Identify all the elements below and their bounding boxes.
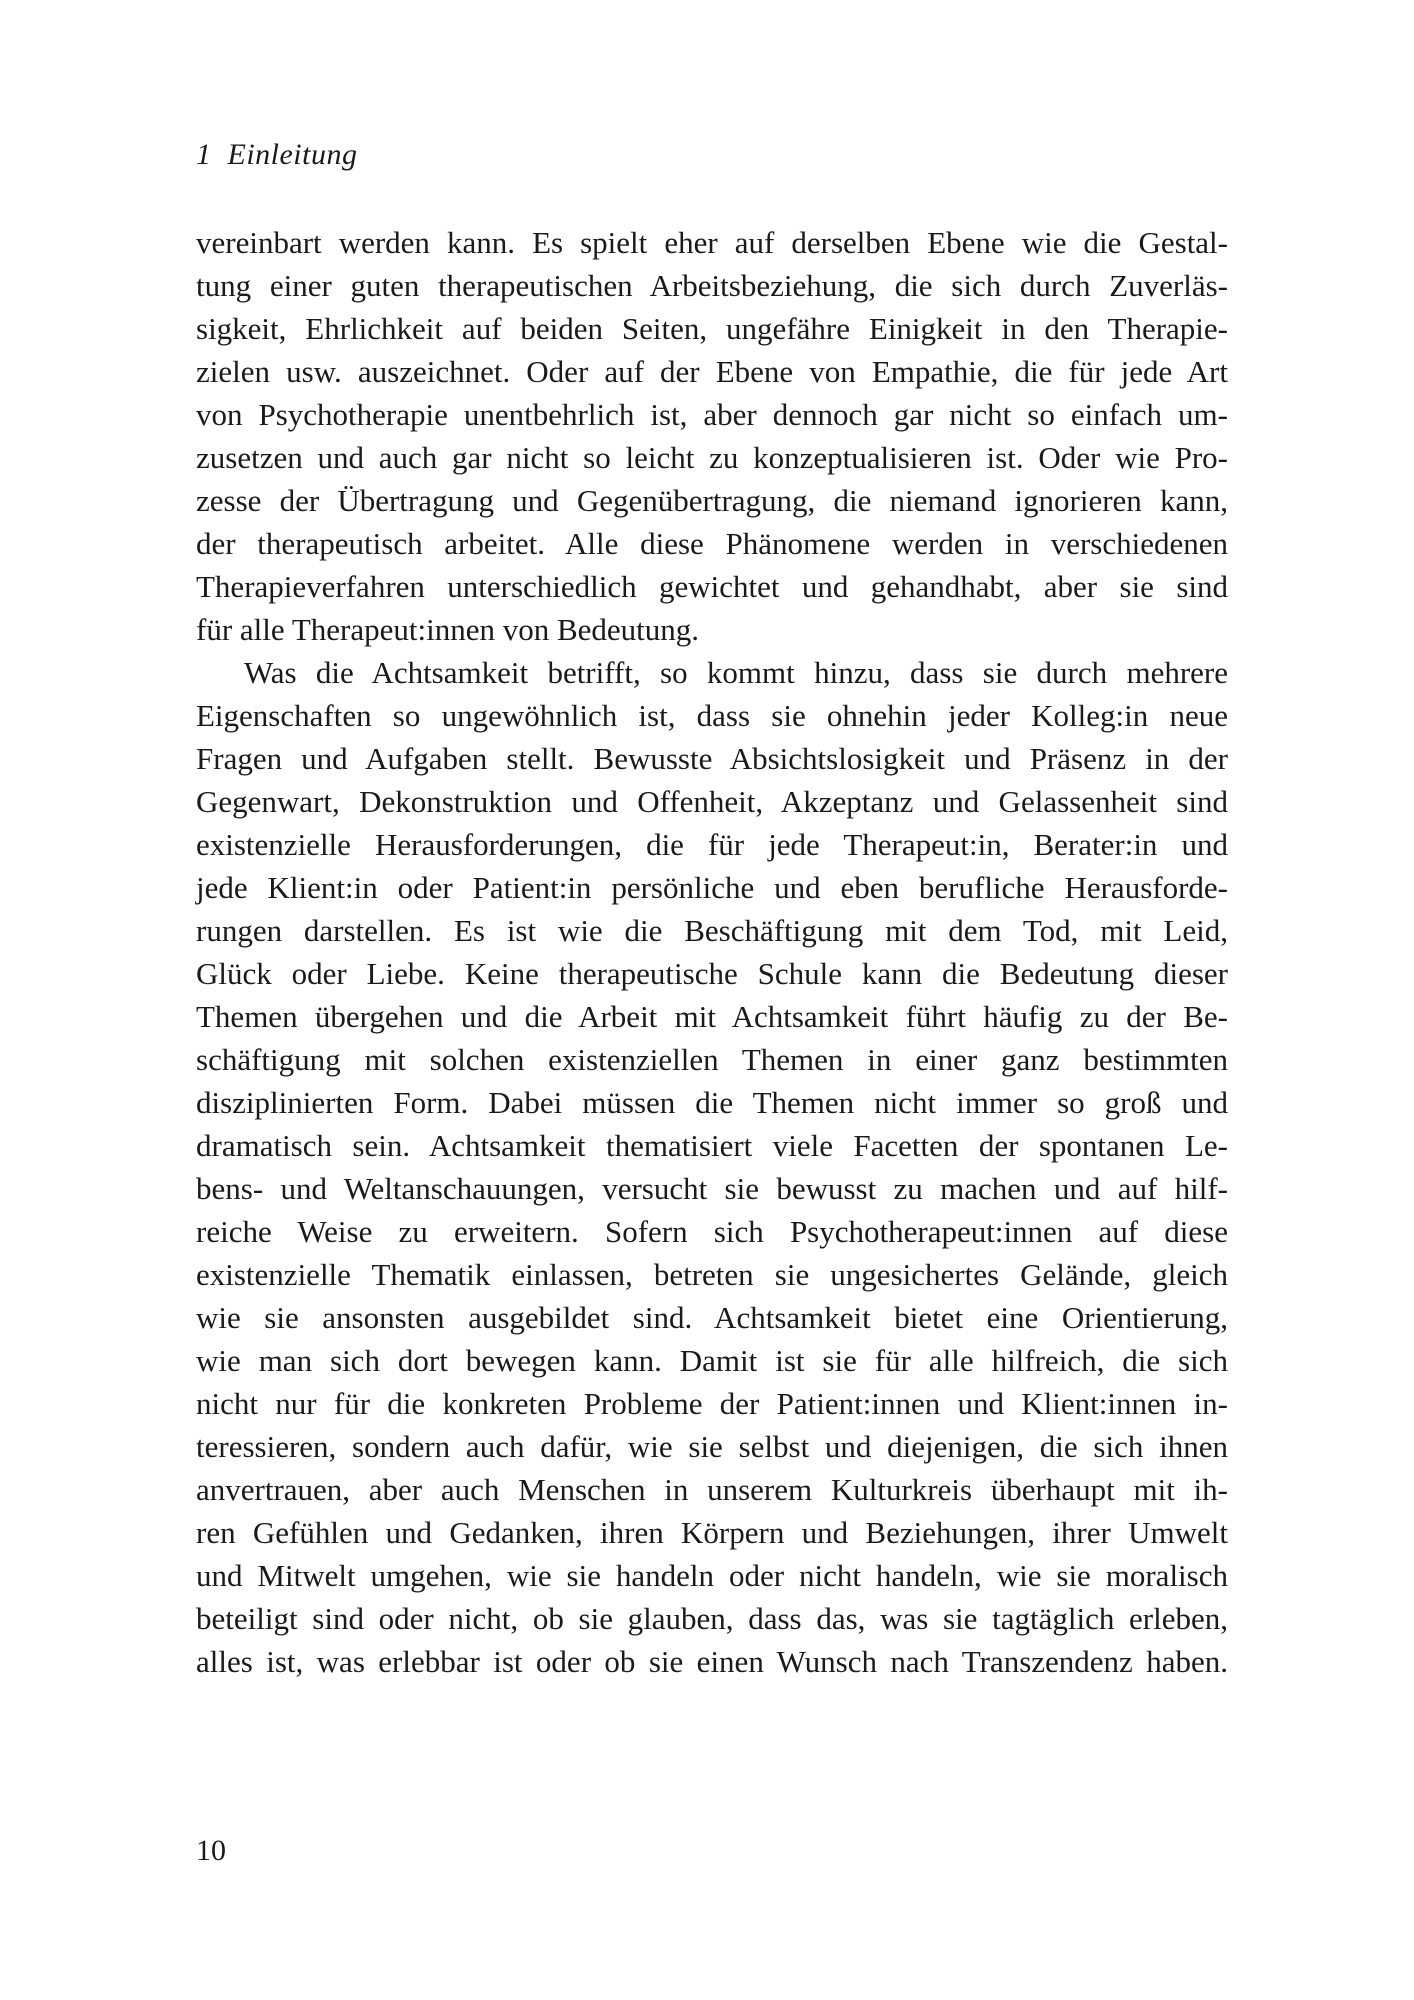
text-line: schäftigung mit solchen existenziellen Themen in einer ganz bestimmten — [196, 1042, 1228, 1077]
text-line: für alle Therapeut:innen von Bedeutung. — [196, 612, 700, 647]
chapter-number: 1 — [196, 138, 212, 171]
text-line: dramatisch sein. Achtsamkeit thematisiert viele Facetten der spontanen Le- — [196, 1128, 1228, 1163]
text-line: Fragen und Aufgaben stellt. Bewusste Absichtslosigkeit und Präsenz in der — [196, 741, 1228, 776]
text-line: Eigenschaften so ungewöhnlich ist, dass sie ohnehin jeder Kolleg:in neue — [196, 698, 1228, 733]
text-line: vereinbart werden kann. Es spielt eher auf derselben Ebene wie die Gestal- — [196, 225, 1228, 260]
text-line: rungen darstellen. Es ist wie die Beschäftigung mit dem Tod, mit Leid, — [196, 913, 1228, 948]
text-line: wie man sich dort bewegen kann. Damit ist sie für alle hilfreich, die sich — [196, 1343, 1228, 1378]
chapter-title: Einleitung — [227, 138, 358, 171]
text-line: zusetzen und auch gar nicht so leicht zu konzeptualisieren ist. Oder wie Pro- — [196, 440, 1228, 475]
text-line: zesse der Übertragung und Gegenübertragung, die niemand ignorieren kann, — [196, 483, 1228, 518]
paragraph — [196, 651, 1228, 1683]
text-line: sigkeit, Ehrlichkeit auf beiden Seiten, ungefähre Einigkeit in den Therapie- — [196, 311, 1228, 346]
text-line: teressieren, sondern auch dafür, wie sie selbst und diejenigen, die sich ihnen — [196, 1429, 1228, 1464]
text-line: der therapeutisch arbeitet. Alle diese Phänomene werden in verschiedenen — [196, 526, 1228, 561]
text-line: alles ist, was erlebbar ist oder ob sie einen Wunsch nach Transzendenz haben. — [196, 1644, 1228, 1679]
text-line: disziplinierten Form. Dabei müssen die Themen nicht immer so groß und — [196, 1085, 1228, 1120]
text-line: Gegenwart, Dekonstruktion und Offenheit, Akzeptanz und Gelassenheit sind — [196, 784, 1228, 819]
text-line: bens- und Weltanschauungen, versucht sie bewusst zu machen und auf hilf- — [196, 1171, 1228, 1206]
paragraph — [196, 221, 1228, 651]
running-head — [196, 138, 357, 172]
text-line: Therapieverfahren unterschiedlich gewichtet und gehandhabt, aber sie sind — [196, 569, 1228, 604]
text-line: ren Gefühlen und Gedanken, ihren Körpern und Beziehungen, ihrer Umwelt — [196, 1515, 1228, 1550]
text-line: wie sie ansonsten ausgebildet sind. Achtsamkeit bietet eine Orientierung, — [196, 1300, 1228, 1335]
text-line: jede Klient:in oder Patient:in persönliche und eben berufliche Herausforde- — [196, 870, 1228, 905]
text-line: Themen übergehen und die Arbeit mit Achtsamkeit führt häufig zu der Be- — [196, 999, 1228, 1034]
page-number: 10 — [196, 1834, 226, 1867]
text-line: beteiligt sind oder nicht, ob sie glauben, dass das, was sie tagtäglich erleben, — [196, 1601, 1228, 1636]
text-line: und Mitwelt umgehen, wie sie handeln oder nicht handeln, wie sie moralisch — [196, 1558, 1228, 1593]
text-line: von Psychotherapie unentbehrlich ist, aber dennoch gar nicht so einfach um- — [196, 397, 1228, 432]
text-line: tung einer guten therapeutischen Arbeitsbeziehung, die sich durch Zuverläs- — [196, 268, 1228, 303]
text-line: Glück oder Liebe. Keine therapeutische Schule kann die Bedeutung dieser — [196, 956, 1228, 991]
text-line: nicht nur für die konkreten Probleme der Patient:innen und Klient:innen in- — [196, 1386, 1228, 1421]
text-line: zielen usw. auszeichnet. Oder auf der Ebene von Empathie, die für jede Art — [196, 354, 1228, 389]
text-line: Was die Achtsamkeit betrifft, so kommt hinzu, dass sie durch mehrere — [244, 655, 1228, 690]
text-line: reiche Weise zu erweitern. Sofern sich Psychotherapeut:innen auf diese — [196, 1214, 1228, 1249]
text-line: existenzielle Herausforderungen, die für jede Therapeut:in, Berater:in und — [196, 827, 1228, 862]
text-line: anvertrauen, aber auch Menschen in unserem Kulturkreis überhaupt mit ih- — [196, 1472, 1228, 1507]
body-text — [196, 221, 1228, 1683]
text-line: existenzielle Thematik einlassen, betreten sie ungesichertes Gelände, gleich — [196, 1257, 1228, 1292]
